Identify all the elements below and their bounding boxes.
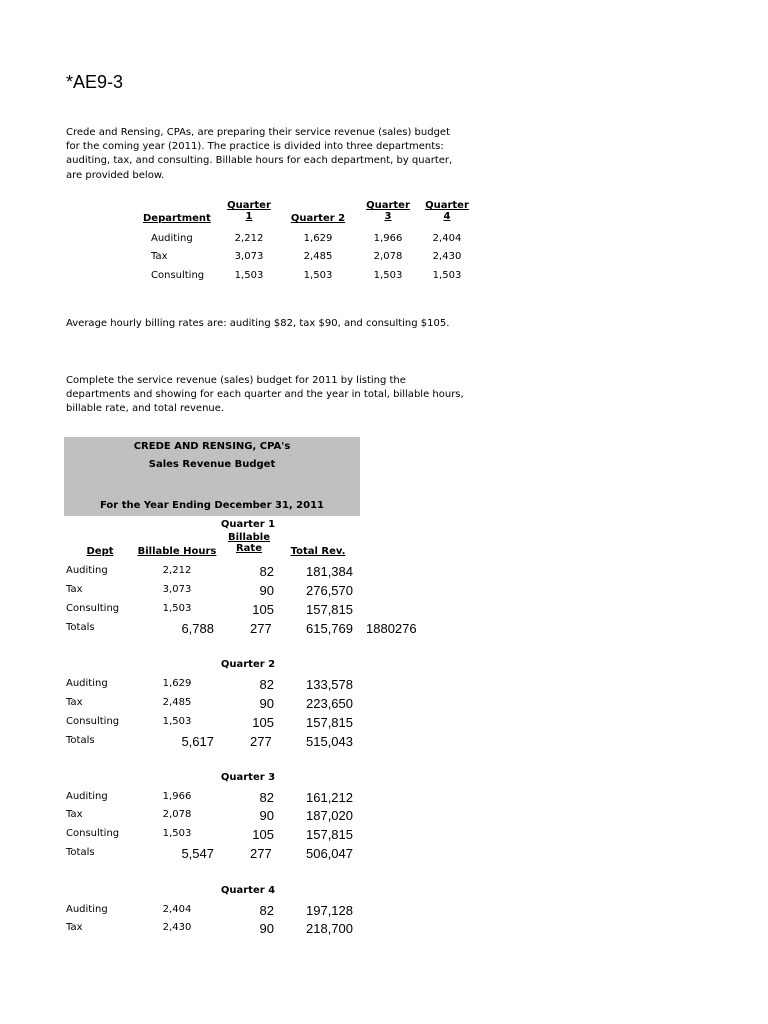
header-department: Department — [143, 213, 211, 224]
col-header-total-revenue: Total Rev. — [290, 546, 346, 557]
billing-rates-text: Average hourly billing rates are: auditing $82, tax $90, and consulting $105. — [66, 318, 450, 329]
task-line: Complete the service revenue (sales) budget for 2011 by listing the — [66, 375, 406, 386]
col-header-dept: Dept — [86, 546, 114, 557]
quarter-2-label: Quarter 2 — [220, 659, 276, 670]
intro-line: auditing, tax, and consulting. Billable hours for each department, by quarter, — [66, 155, 453, 167]
task-paragraph — [66, 374, 464, 417]
intro-paragraph — [66, 126, 452, 183]
col-header-billable-hours: Billable Hours — [137, 546, 217, 557]
intro-line: are provided below. — [66, 169, 165, 181]
quarter-1-label: Quarter 1 — [220, 519, 276, 530]
header-quarter-1: Quarter 1 — [227, 200, 271, 222]
company-name: CREDE AND RENSING, CPA's — [133, 441, 291, 452]
header-quarter-2: Quarter 2 — [290, 213, 346, 224]
task-line: departments and showing for each quarter and the year in total, billable hours, — [66, 389, 464, 401]
intro-line: Crede and Rensing, CPAs, are preparing their service revenue (sales) budget — [66, 127, 450, 138]
budget-name: Sales Revenue Budget — [148, 459, 276, 470]
quarter-4-label: Quarter 4 — [220, 885, 276, 896]
annual-total: 1880276 — [366, 621, 417, 636]
col-header-billable-rate: Billable Rate — [227, 532, 271, 554]
task-line: billable rate, and total revenue. — [66, 403, 225, 415]
budget-banner — [64, 437, 360, 516]
header-quarter-3: Quarter 3 — [366, 200, 410, 222]
budget-period: For the Year Ending December 31, 2011 — [99, 500, 325, 511]
header-quarter-4: Quarter 4 — [425, 200, 469, 222]
page-title: *AE9-3 — [66, 72, 124, 92]
intro-line: for the coming year (2011). The practice is divided into three departments: — [66, 141, 444, 153]
quarter-3-label: Quarter 3 — [220, 772, 276, 783]
